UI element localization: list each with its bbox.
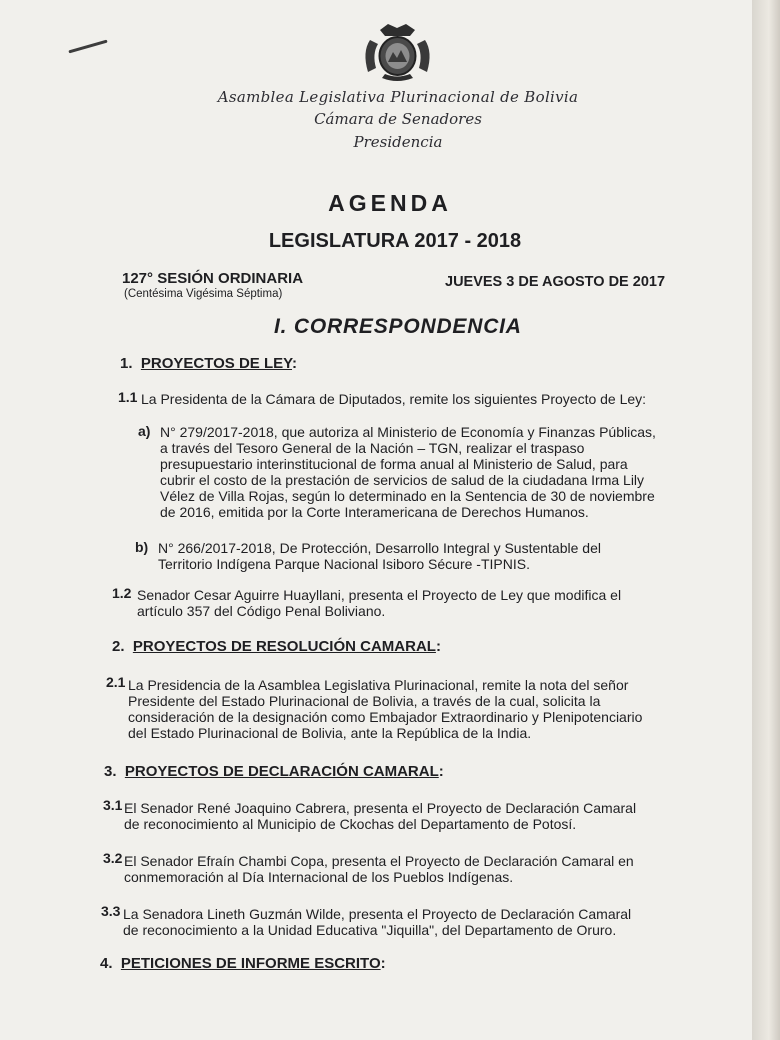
section-heading-1: 1. PROYECTOS DE LEY: [120, 355, 298, 372]
pen-mark [68, 40, 107, 54]
session-date: JUEVES 3 DE AGOSTO DE 2017 [445, 274, 666, 290]
item-text: N° 266/2017-2018, De Protección, Desarrollo Integral y Sustentable del Territorio Indígena Parque Nacional Isiboro Sécure -TIPNIS. [158, 540, 601, 572]
item-number: b) [135, 539, 149, 555]
section-heading-4: 4. PETICIONES DE INFORME ESCRITO: [100, 955, 386, 972]
section-heading-3: 3. PROYECTOS DE DECLARACIÓN CAMARAL: [104, 763, 444, 780]
background-page-edge [752, 0, 780, 1040]
item-text: El Senador Efraín Chambi Copa, presenta el Proyecto de Declaración Camaral en conmemoración al Día Internacional de los Pueblos Indígenas. [124, 853, 634, 885]
item-text: La Presidenta de la Cámara de Diputados, remite los siguientes Proyecto de Ley: [141, 391, 647, 407]
chamber-name: Cámara de Senadores [314, 110, 482, 128]
agenda-title: AGENDA [328, 190, 452, 216]
item-number: 1.1 [118, 389, 138, 405]
item-text: La Presidencia de la Asamblea Legislativa Plurinacional, remite la nota del señor Presidente del Estado Plurinacional de Bolivia, a través de la cual, solicita la consideración de la designación como Embajador Extraordinario y Plenipotenciario del Estado Plurinacional de Bolivia, ante la República de la India. [128, 677, 643, 741]
section-heading-2: 2. PROYECTOS DE RESOLUCIÓN CAMARAL: [112, 638, 441, 655]
item-number: 3.3 [101, 903, 121, 919]
item-text: El Senador René Joaquino Cabrera, presenta el Proyecto de Declaración Camaral de reconocimiento al Municipio de Ckochas del Departamento de Potosí. [124, 800, 637, 832]
session-name: 127° SESIÓN ORDINARIA [122, 270, 304, 287]
item-number: 3.2 [103, 850, 123, 866]
item-number: a) [138, 423, 151, 439]
item-number: 3.1 [103, 797, 123, 813]
office-name: Presidencia [353, 133, 443, 151]
coat-of-arms-icon [360, 22, 435, 87]
institution-name: Asamblea Legislativa Plurinacional de Bolivia [217, 88, 579, 106]
item-number: 1.2 [112, 585, 132, 601]
section-title: I. CORRESPONDENCIA [274, 315, 522, 338]
session-subtitle: (Centésima Vigésima Séptima) [124, 288, 283, 300]
item-text: La Senadora Lineth Guzmán Wilde, presenta el Proyecto de Declaración Camaral de reconocimiento a la Unidad Educativa "Jiquilla", del Departamento de Oruro. [123, 906, 632, 938]
item-text: Senador Cesar Aguirre Huayllani, presenta el Proyecto de Ley que modifica el artículo 357 del Código Penal Boliviano. [137, 587, 622, 619]
item-number: 2.1 [106, 674, 126, 690]
item-text: N° 279/2017-2018, que autoriza al Ministerio de Economía y Finanzas Públicas, a través del Tesoro General de la Nación – TGN, realizar el traspaso presupuestario interinstitucional de forma anual al Ministerio de Salud, para cubrir el costo de la prestación de servicios de salud de la ciudadana Irma Lily Vélez de Villa Rojas, según lo determinado en la Sentencia de 30 de noviembre de 2016, emitida por la Corte Interamericana de Derechos Humanos. [160, 424, 656, 520]
legislature-title: LEGISLATURA 2017 - 2018 [268, 230, 522, 252]
